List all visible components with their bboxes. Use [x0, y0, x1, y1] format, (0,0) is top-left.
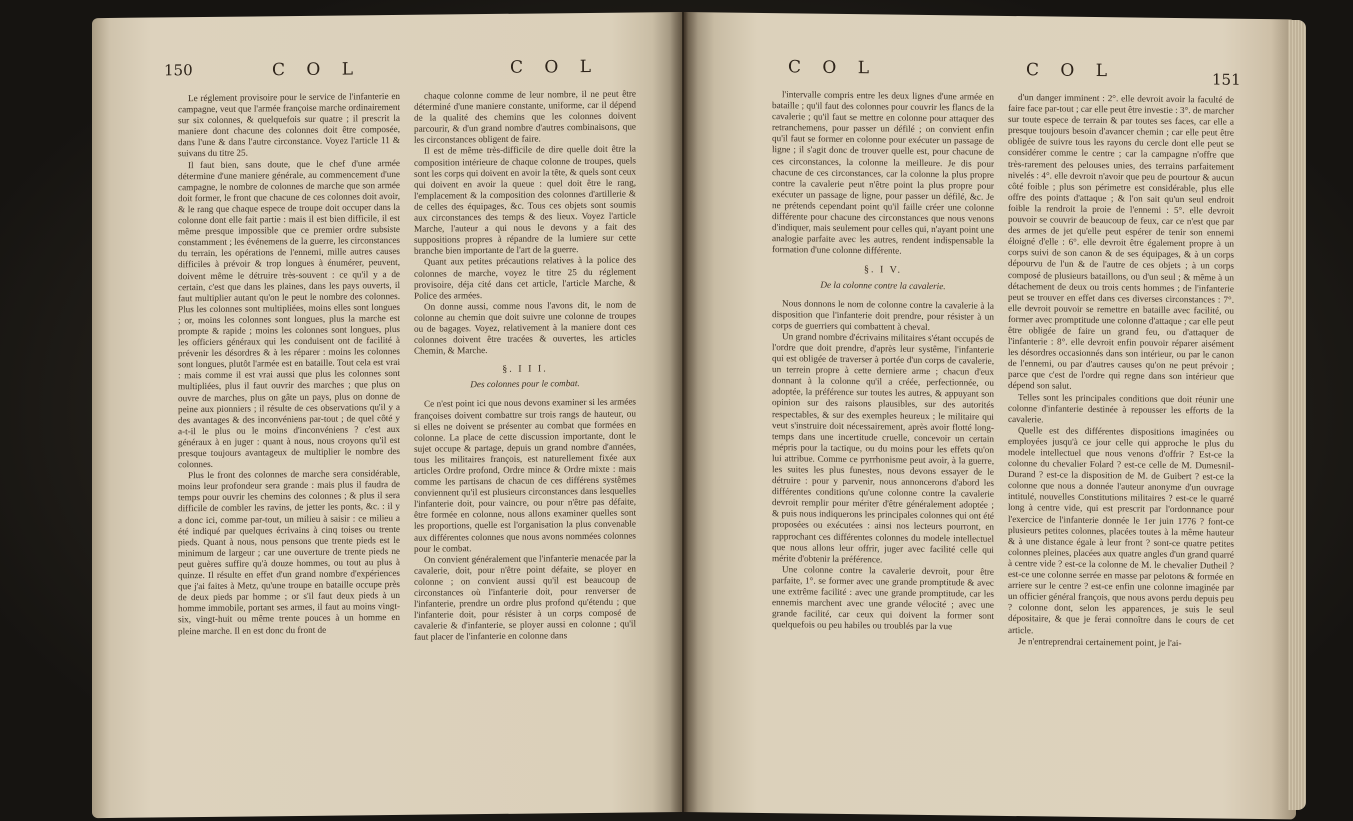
- paragraph: Quelle est des différentes dispositions imaginées ou employées jusqu'à ce jour celle qui approche le plus du modele intellectuel que nous venons d'offrir ? Est-ce la colonne du chevalier Folard ? est-ce celle de M. Dumesnil-Durand ? est-ce la disposition de M. de Guibert ? est-ce la colonne que nous a donnée l'auteur anonyme d'un ouvrage intitulé, nouvelles Constitutions militaires ? est-ce le quarré long à centre vide, qui est prescrit par l'ordonnance pour l'exercice de l'infanterie donnée le 1er juin 1776 ? font-ce plusieurs petites colonnes, placées toutes à la même hauteur & à une distance égale à leur front ? sont-ce quatre petites colonnes pleines, placées aux quatre angles d'un grand quarré à centre vide ? est-ce la colonne de M. le chevalier Dutheil ? est-ce une colonne serrée en masse par pelotons & formée en arriere sur le centre ? est-ce enfin une colonne imaginée par un officier général françois, que nous avons perdu depuis peu ? colonne dont, selon les apparences, je suis le seul dépositaire, & que je ferai connoître dans le cours de cet article.: [1008, 424, 1234, 635]
- section-heading: §. I V.: [863, 264, 903, 277]
- paragraph: Il est de même très-difficile de dire quelle doit être la composition intérieure de chaque colonne de troupes, quels sont les corps qui doivent en avoir la tête, & quels sont ceux qui doivent en avoir la queue : quel doit être le rang, l'emplacement & la composition des colonnes d'artillerie & de celles des équipages, &c. Tous ces objets sont soumis aux circonstances des temps & des lieux. Voyez l'article Marche, l'auteur a qui nous le devons y a fait des suppositions propres à répandre de la lumiere sur cette branche bien importante de l'art de la guerre.: [414, 143, 636, 257]
- paragraph: Plus le front des colonnes de marche sera considérable, moins leur profondeur sera grande : mais plus il faudra de temps pour ouvrir les chemins des colonnes ; & plus il sera difficile de combler les ravins, de jetter les ponts, &c. : il y a donc ici, comme par-tout, un milieu à saisir : ce milieu a été indiqué par quelques écrivains à cinq toises ou trente pieds. Quant à nous, nous pensons que trente pieds est le minimum de largeur ; car une ouverture de trente pieds ne peut guères suffire qu'à douze hommes, ou tout au plus à quinze. Il résulte en effet d'un grand nombre d'expériences que j'ai faites à Metz, qu'une troupe en bataille occupe près de deux pieds par homme ; or s'il faut deux pieds à un homme immobile, portant ses armes, il faut au moins vingt-six, vingt-huit ou même trente pouces à un homme en pleine marche. Il en est donc du front de: [178, 468, 400, 636]
- paragraph: Ce n'est point ici que nous devons examiner si les armées françoises doivent combattre sur trois rangs de hauteur, ou si elles ne doivent se présenter au combat que formées en colonne. La place de cette discussion importante, dont le sujet occupe & partage, depuis un grand nombre d'années, tous les militaires françois, est naturellement fixée aux articles Ordre profond, Ordre mince & Ordre mixte : mais comme les partisans de chacun de ces différens systêmes conviennent qu'il est plusieurs circonstances dans lesquelles l'infanterie doit, pour vaincre, ou pour n'être pas défaite, être formée en colonne, nous allons examiner quelles sont les proportions, quelle est l'organisation la plus convenable aux différentes colonnes que nous avons nommées colonnes pour le combat.: [414, 396, 636, 554]
- running-head-right-col1: C O L: [788, 57, 878, 79]
- page-number-left: 150: [164, 61, 193, 80]
- paragraph: Je n'entreprendrai certainement point, je l'ai-: [1018, 635, 1182, 648]
- running-head-left-col1: C O L: [272, 59, 362, 81]
- section-heading: §. I I I.: [502, 363, 548, 376]
- page-number-right: 151: [1212, 70, 1241, 89]
- section-subtitle: De la colonne contre la cavalerie.: [820, 279, 946, 291]
- paragraph: Quant aux petites précautions relatives à la police des colonnes de marche, voyez le titre 25 du réglement provisoire, déja cité dans cet article, l'article Marche, & Police des armées.: [414, 254, 636, 301]
- paragraph: l'intervalle compris entre les deux lignes d'une armée en bataille ; qu'il faut des colonnes pour couvrir les flancs de la cavalerie ; qu'il faut se mettre en colonne pour attaquer des retranchemens, pour passer un défilé ; on convient enfin qu'il faut se former en colonne pour exécuter un passage de ligne ; il s'agit donc de trouver quelle est, pour chacune de ces circonstances, la colonne la meilleure. Je dis pour chacune de ces circonstances, car la colonne la plus propre contre la cavalerie peut n'être point la plus propre pour exécuter un passage de ligne, pour passer un défilé, &c. Je ne prétends cependant point qu'il faille créer une colonne différente pour chacune des circonstances que nous venons d'indiquer, mais seulement pour celles qui, n'ayant point une analogie parfaite avec les autres, rendent indispensable la formation d'une colonne différente.: [772, 89, 994, 256]
- left-page-column-2: [414, 88, 636, 790]
- running-head-left-col2: C O L: [510, 56, 600, 78]
- paragraph: Nous donnons le nom de colonne contre la cavalerie à la disposition que l'infanterie doit prendre, pour résister à un corps de guerriers qui combattent à cheval.: [772, 297, 994, 332]
- right-page-column-2: [1008, 92, 1234, 795]
- paragraph: Il faut bien, sans doute, que le chef d'une armée détermine d'une maniere générale, au commencement d'une campagne, le nombre de colonnes de marche que son armée doit former, le front que chacune de ces colonnes doit avoir, & le rang que chaque espece de troupe doit occuper dans la colonne dont elle fait partie : mais il est bien difficile, il est même presque impossible que ce premier ordre subsiste constamment ; les événemens de la guerre, les circonstances du terrain, les opérations de l'ennemi, mille autres causes difficiles à prévoir & trop longues à énumérer, peuvent, doivent même le détruire très-souvent : ce qu'il y a de certain, c'est que dans les plaines, dans les pays ouverts, il faut multiplier autant qu'on le peut le nombre des colonnes. Plus les colonnes sont multipliées, moins elles sont longues ; or, moins les colonnes sont longues, plus la marche est prompte & rapide ; moins les colonnes sont longues, plus les officiers généraux qui les conduisent ont de facilité à prévenir les désordres & à les réparer : moins les colonnes sont longues, plutôt l'armée est en bataille. Tout cela est vrai : mais comme il est vrai aussi que plus les colonnes sont multipliées, plus il faut ouvrir des marches ; que plus on ouvre de marches, plus on gâte un pays, plus on donne de peine aux pionniers ; il résulte de ces observations qu'il y a des avantages & des inconvéniens par-tout ; de quel côté y a-t-il le plus ou le moins d'inconvéniens ? c'est aux généraux à en juger : quant à nous, nous croyons qu'il est presque toujours avantageux de multiplier le nombre des colonnes.: [178, 157, 400, 470]
- paragraph: Telles sont les principales conditions que doit réunir une colonne d'infanterie destinée à repousser les efforts de la cavalerie.: [1008, 391, 1234, 425]
- paragraph: Un grand nombre d'écrivains militaires s'étant occupés de l'ordre que doit prendre, d'après leur systême, l'infanterie qui est obligée de traverser à portée d'un corps de cavalerie, un terrein propre à cette derniere arme ; chacun d'eux donnant à la colonne qu'il a créée, perfectionnée, ou adoptée, la préférence sur toutes les autres, & appuyant son opinion sur des raisons plausibles, sur des autorités respectables, & sur des exemples heureux ; le militaire qui veut s'instruire doit nécessairement, après avoir flotté long-temps dans une incertitude cruelle, concevoir un certain mépris pour la tactique, ou du moins pour les effets qu'on lui attribue. Comme ce pyrrhonisme peut avoir, à la guerre, les suites les plus funestes, nous devons essayer de le détruire : pour y parvenir, nous annoncerons d'abord les différentes conditions qu'une colonne contre la cavalerie devroit remplir pour mériter d'être généralement adoptée ; & puis nous indiquerons les principales colonnes qui ont été proposées ou exécutées : ainsi nos lecteurs pourront, en rapprochant ces différentes colonnes du modele intellectuel que nous allons leur offrir, juger avec facilité celle qui mérite d'obtenir la préférence.: [772, 331, 994, 565]
- right-page-column-1: [772, 89, 994, 792]
- running-head-right-col2: C O L: [1026, 60, 1116, 82]
- left-page: [92, 12, 682, 818]
- paragraph: Le réglement provisoire pour le service de l'infanterie en campagne, veut que l'armée françoise marche ordinairement sur six colonnes, & quelquefois sur quatre ; il prescrit la maniere dont chacune des colonnes doit être composée, dans l'une & dans l'autre circonstance. Voyez l'article 11 & suivans du titre 25.: [178, 90, 400, 159]
- section-subtitle: Des colonnes pour le combat.: [470, 378, 580, 390]
- paragraph: Une colonne contre la cavalerie devroit, pour être parfaite, 1°. se former avec une grande promptitude & avec une extrême facilité : avec une grande promptitude, car les ennemis marchent avec une grande vélocité ; avec une grande facilité, car ceux qui doivent la former sont quelquefois ou peu habiles ou troublés par la vue: [772, 564, 994, 632]
- paragraph: chaque colonne comme de leur nombre, il ne peut être déterminé d'une maniere constante, uniforme, car il dépend de la qualité des chemins que les colonnes doivent parcourir, & d'un grand nombre d'autres combinaisons, que les circonstances obligent de faire.: [414, 88, 636, 146]
- open-book: [92, 12, 1302, 812]
- paragraph: d'un danger imminent : 2°. elle devroit avoir la faculté de faire face par-tout ; car elle peut être investie : 3°. de marcher sur toute espece de terrain & par toutes ses faces, car elle a presque toujours besoin d'avancer chemin ; car elle peut être obligée de suivre tous les rayons du cercle dont elle peut se considérer comme le centre ; car la campagne n'offre que très-rarement des pelouses unies, des terrains parfaitement nivelés : 4°. elle devroit n'avoir que peu de pourtour & aucun côté foible ; plus son périmetre est considérable, plus elle offre des points d'attaque ; & l'on sait qu'un seul endroit foible la rendroit la proie de l'ennemi : 5°. elle devroit pouvoir se couvrir de beaucoup de feux, car ce n'est que par des armes de jet qu'elle peut espérer de tenir son ennemi éloigné d'elle : 6°. elle devroit être également propre à un corps suivi de son canon & de ses équipages, & à un corps dépourvu de l'un & de l'autre de ces objets ; à un corps composé de plusieurs bataillons, ou d'un seul ; & même à un détachement de deux ou trois cents hommes ; de l'infanterie peut se trouver en effet dans ces diverses circonstances : 7°. elle devroit pouvoir se remettre en bataille avec facilité, ou former avec promptitude une colonne d'attaque ; car elle peut être obligée de faire un grand feu, ou d'attaquer de l'infanterie : 8°. elle devroit enfin pouvoir réparer aisément les désordres occasionnés dans son intérieur, ou par le canon de l'ennemi, ou par d'autres causes qu'on ne peut prévoir ; parce que c'est de l'ordre qui regne dans son intérieur que dépend son salut.: [1008, 92, 1234, 392]
- paragraph: On donne aussi, comme nous l'avons dit, le nom de colonne au chemin que doit suivre une colonne de troupes ou de bagages. Voyez, relativement à la maniere dont ces colonnes doivent être tracées & ouvertes, les articles Chemin, & Marche.: [414, 299, 636, 356]
- paragraph: On convient généralement que l'infanterie menacée par la cavalerie, doit, pour n'être point défaite, se ployer en colonne ; on convient aussi qu'il est beaucoup de circonstances où l'infanterie doit, pour renverser de l'infanterie, prendre un ordre plus profond qu'étendu ; que l'infanterie doit, pour résister à un corps composé de cavalerie & d'infanterie, se ployer aussi en colonne ; qu'il faut placer de l'infanterie en colonne dans: [414, 552, 636, 643]
- left-page-column-1: [178, 91, 400, 793]
- page-edges: [1288, 20, 1306, 810]
- right-page: [684, 12, 1296, 819]
